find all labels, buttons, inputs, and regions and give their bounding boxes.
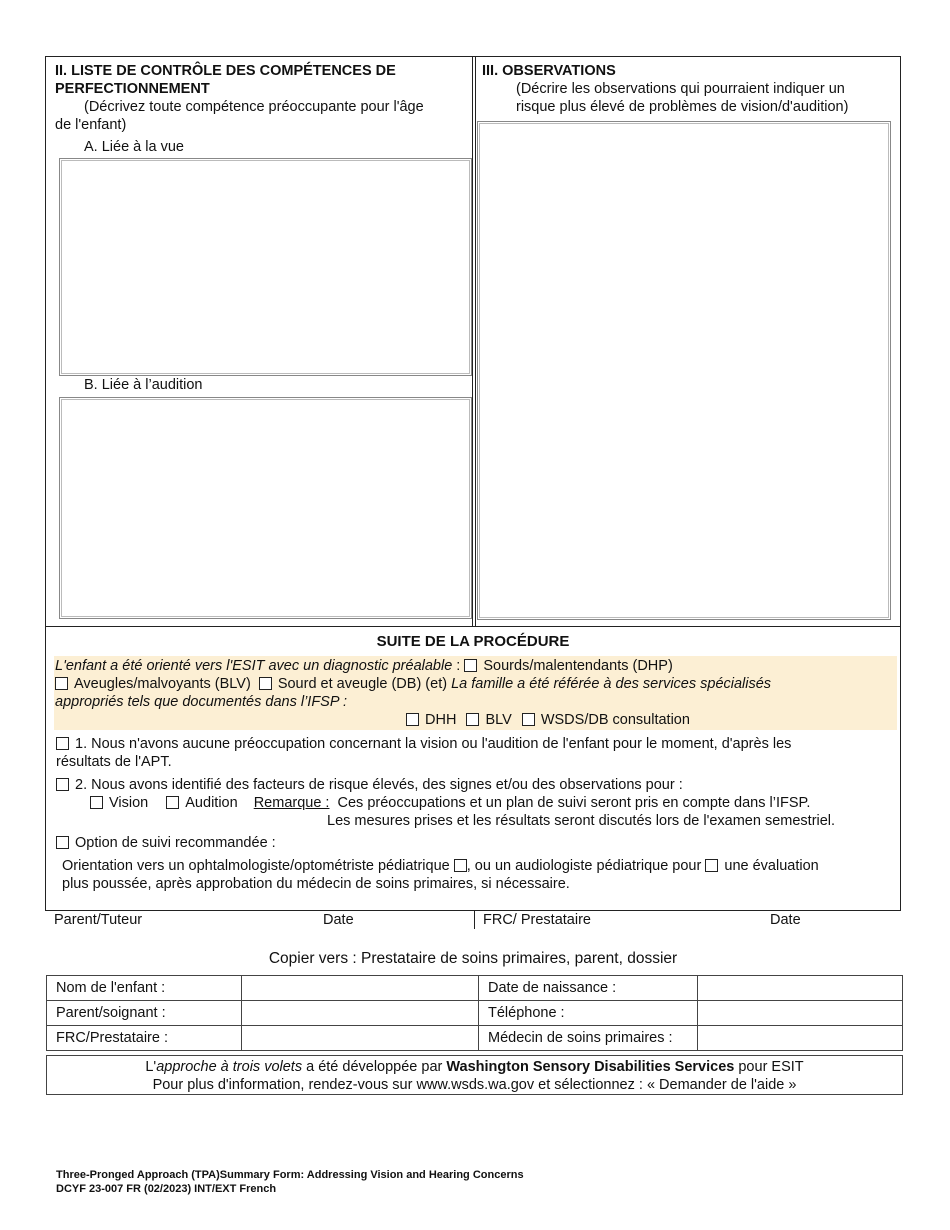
referral-colon: : [452, 658, 465, 674]
table-row [47, 976, 903, 1001]
section-3-title: III. OBSERVATIONS [482, 63, 616, 79]
blv-checkbox[interactable] [55, 677, 68, 690]
section-2-desc-1: (Décrivez toute compétence préoccupante pour l'âge [84, 99, 424, 115]
credit-1a: L' [145, 1059, 157, 1075]
child-name-label: Nom de l'enfant : [47, 976, 242, 1001]
referral-block [55, 657, 895, 711]
parent-label: Parent/soignant : [47, 1001, 242, 1026]
svc-blv-checkbox[interactable] [466, 713, 479, 726]
credit-1d: Washington Sensory Disabilities Services [446, 1059, 735, 1075]
item-2-vision-checkbox[interactable] [90, 796, 103, 809]
item-2-audition-label: Audition [185, 795, 238, 811]
copy-to: Copier vers : Prestataire de soins primaires, parent, dossier [268, 950, 678, 967]
item-2-vision-label: Vision [109, 795, 149, 811]
child-info-table [46, 975, 903, 1051]
child-name-field[interactable] [242, 976, 479, 1001]
orient-text-1: Orientation vers un ophtalmologiste/optométriste pédiatrique [62, 858, 450, 874]
db-label: Sourd et aveugle (DB) (et) [277, 676, 448, 692]
orientation-block [62, 857, 892, 893]
hearing-skills-textarea[interactable] [59, 397, 472, 619]
family-line-1: La famille a été référée à des services spécialisés [451, 676, 772, 692]
footer-line-2: DCYF 23-007 FR (02/2023) INT/EXT French [56, 1183, 277, 1195]
signature-frc: FRC/ Prestataire [483, 912, 591, 928]
section-3-header [482, 62, 892, 116]
doctor-label: Médecin de soins primaires : [479, 1026, 698, 1051]
frc-label: FRC/Prestataire : [47, 1026, 242, 1051]
frc-field[interactable] [242, 1026, 479, 1051]
family-line-2: appropriés tels que documentés dans l’IFSP : [55, 694, 348, 710]
phone-label: Téléphone : [479, 1001, 698, 1026]
item-1-checkbox[interactable] [56, 737, 69, 750]
footer [56, 1168, 524, 1196]
orient-text-3: une évaluation [724, 858, 819, 874]
item-2-checkbox[interactable] [56, 778, 69, 791]
dhp-checkbox[interactable] [464, 659, 477, 672]
ophthalmologist-checkbox[interactable] [454, 859, 467, 872]
item-2 [56, 776, 896, 830]
sub-a-label: A. Liée à la vue [84, 139, 184, 155]
credit-box [46, 1055, 903, 1095]
birth-date-label: Date de naissance : [479, 976, 698, 1001]
orient-text-2: , ou un audiologiste pédiatrique pour [466, 858, 702, 874]
option-row [56, 834, 276, 852]
footer-line-1: Three-Pronged Approach (TPA)Summary Form: Addressing Vision and Hearing Concerns [56, 1169, 524, 1181]
item-1-text-1: 1. Nous n'avons aucune préoccupation concernant la vision ou l'audition de l'enfant pour le moment, d'après les [75, 736, 792, 752]
option-label: Option de suivi recommandée : [75, 835, 276, 851]
credit-1b: approche à trois volets [156, 1059, 303, 1075]
services-row [406, 711, 690, 729]
column-divider [472, 56, 476, 627]
referral-intro: L'enfant a été orienté vers l'ESIT avec un diagnostic préalable [55, 658, 453, 674]
db-checkbox[interactable] [259, 677, 272, 690]
item-2-audition-checkbox[interactable] [166, 796, 179, 809]
section-2-header [55, 62, 465, 134]
signature-date-1: Date [323, 912, 354, 928]
remark-label: Remarque : [253, 795, 330, 811]
table-row [47, 1001, 903, 1026]
orient-text-4: plus poussée, après approbation du médecin de soins primaires, si nécessaire. [62, 876, 570, 892]
svc-wsds-checkbox[interactable] [522, 713, 535, 726]
dhp-label: Sourds/malentendants (DHP) [483, 658, 673, 674]
blv-label: Aveugles/malvoyants (BLV) [74, 676, 251, 692]
section-2-title-1: II. LISTE DE CONTRÔLE DES COMPÉTENCES DE [55, 63, 396, 79]
item-1-text-2: résultats de l'APT. [56, 754, 172, 770]
birth-date-field[interactable] [698, 976, 903, 1001]
credit-1c: a été développée par [302, 1059, 447, 1075]
svc-blv-label: BLV [485, 712, 512, 728]
procedure-title: SUITE DE LA PROCÉDURE [376, 633, 570, 650]
item-2-text-1: 2. Nous avons identifié des facteurs de risque élevés, des signes et/ou des observations pour : [75, 777, 683, 793]
doctor-field[interactable] [698, 1026, 903, 1051]
svc-dhh-label: DHH [425, 712, 457, 728]
audiologist-checkbox[interactable] [705, 859, 718, 872]
sub-b-label: B. Liée à l’audition [84, 377, 203, 393]
section-3-desc-2: risque plus élevé de problèmes de vision/d'audition) [516, 99, 849, 115]
signature-parent: Parent/Tuteur [54, 912, 143, 928]
svc-dhh-checkbox[interactable] [406, 713, 419, 726]
section-2-title-2: PERFECTIONNEMENT [55, 81, 210, 97]
option-checkbox[interactable] [56, 836, 69, 849]
item-2-text-3: Les mesures prises et les résultats seront discutés lors de l'examen semestriel. [327, 813, 836, 829]
credit-1e: pour ESIT [734, 1059, 804, 1075]
vision-skills-textarea[interactable] [59, 158, 472, 376]
item-1 [56, 735, 896, 771]
remark-text: Ces préoccupations et un plan de suivi seront pris en compte dans l’IFSP. [337, 795, 811, 811]
procedure-divider [45, 626, 901, 627]
svc-wsds-label: WSDS/DB consultation [540, 712, 690, 728]
credit-2: Pour plus d'information, rendez-vous sur www.wsds.wa.gov et sélectionnez : « Demander de l'aide » [152, 1077, 797, 1093]
section-2-desc-2: de l'enfant) [55, 117, 127, 133]
table-row [47, 1026, 903, 1051]
parent-field[interactable] [242, 1001, 479, 1026]
observations-textarea[interactable] [477, 121, 891, 620]
phone-field[interactable] [698, 1001, 903, 1026]
signature-divider [474, 911, 475, 929]
signature-date-2: Date [770, 912, 801, 928]
section-3-desc-1: (Décrire les observations qui pourraient indiquer un [516, 81, 845, 97]
